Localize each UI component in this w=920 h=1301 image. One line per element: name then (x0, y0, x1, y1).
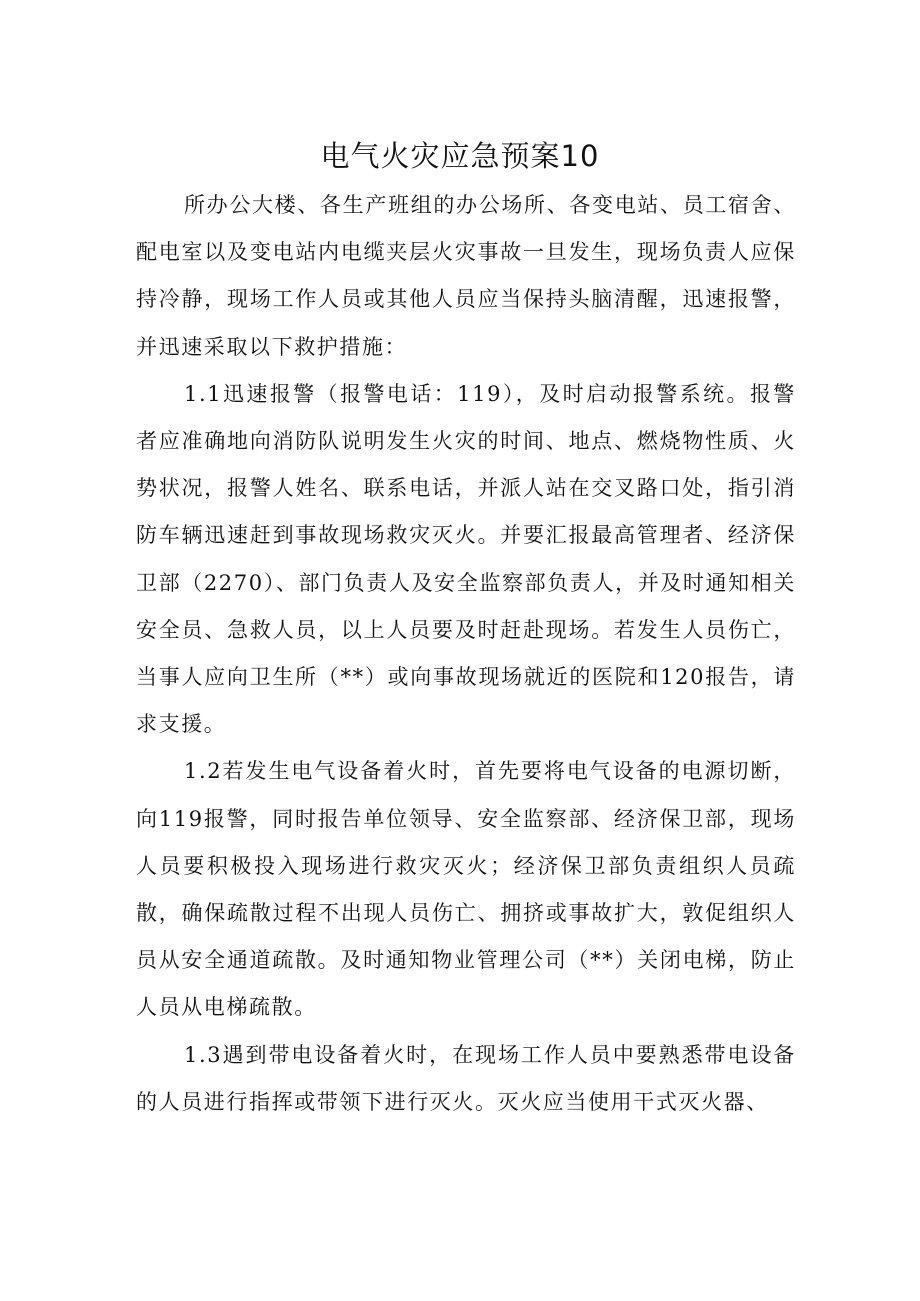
paragraph-1-2: 1.2若发生电气设备着火时，首先要将电气设备的电源切断，向119报警，同时报告单位领导、安全监察部、经济保卫部，现场人员要积极投入现场进行救灾灭火；经济保卫部负责组织人员疏散，确保疏散过程不出现人员伤亡、拥挤或事故扩大，敦促组织人员从安全通道疏散。及时通知物业管理公司（**）关闭电梯，防止人员从电梯疏散。 (136, 759, 796, 1020)
document-title: 电气火灾应急预案10 (320, 139, 600, 173)
paragraph-1-1: 1.1迅速报警（报警电话：119），及时启动报警系统。报警者应准确地向消防队说明发生火灾的时间、地点、燃烧物性质、火势状况，报警人姓名、联系电话，并派人站在交叉路口处，指引消防车辆迅速赶到事故现场救灾灭火。并要汇报最高管理者、经济保卫部（2270）、部门负责人及安全监察部负责人，并及时通知相关安全员、急救人员，以上人员要及时赶赴现场。若发生人员伤亡，当事人应向卫生所（**）或向事故现场就近的医院和120报告，请求支援。 (136, 381, 796, 737)
paragraph-intro: 所办公大楼、各生产班组的办公场所、各变电站、员工宿舍、配电室以及变电站内电缆夹层火灾事故一旦发生，现场负责人应保持冷静，现场工作人员或其他人员应当保持头脑清醒，迅速报警，并迅速采取以下救护措施： (136, 193, 796, 359)
paragraph-1-3: 1.3遇到带电设备着火时，在现场工作人员中要熟悉带电设备的人员进行指挥或带领下进行灭火。灭火应当使用干式灭火器、 (136, 1042, 796, 1114)
document-body (136, 182, 796, 1126)
